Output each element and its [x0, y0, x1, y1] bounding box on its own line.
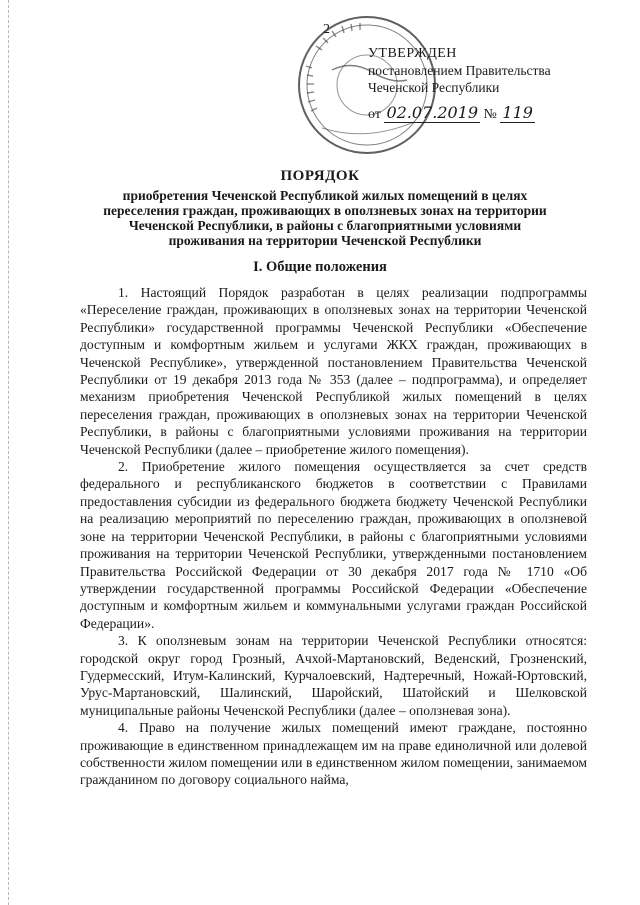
- page-number: 2: [323, 22, 330, 37]
- handwritten-date: 02.07.2019: [386, 103, 479, 122]
- paragraph-3: 3. К оползневым зонам на территории Чеченской Республики относятся: городской округ город Грозный, Ачхой-Мартановский, Веденский, Грозненский, Гудермесский, Итум-Калинский, Курчалоевский, Надтеречный, Ножай-Юртовский, Урус-Мартановский, Шалинский, Шаройский, Шатойский и Шелковской муниципальные районы Чеченской Республики (далее – оползневая зона).: [80, 633, 587, 718]
- approval-line-2: Чеченской Республики: [368, 80, 500, 95]
- document-body: [80, 284, 587, 789]
- binding-margin-line: [8, 0, 9, 905]
- number-prefix: №: [483, 107, 497, 122]
- approval-line-1: постановлением Правительства: [368, 63, 551, 78]
- handwritten-number: 119: [502, 103, 533, 122]
- approval-title: УТВЕРЖДЕН: [368, 46, 457, 61]
- paragraph-4: 4. Право на получение жилых помещений имеют граждане, постоянно проживающие в единственном принадлежащем им на праве единоличной или долевой собственности жилом помещении или в единственном жилом помещении, занимаемом гражданином по договору социального найма,: [80, 720, 587, 788]
- section-heading: I. Общие положения: [253, 259, 387, 275]
- date-prefix: от: [368, 107, 381, 122]
- paragraph-2: 2. Приобретение жилого помещения осуществляется за счет средств федерального и республиканского бюджетов в соответствии с Правилами предоставления субсидии из федерального бюджета бюджету Чеченской Республики на реализацию мероприятий по переселению граждан, проживающих в оползневой зоне на территории Чеченской Республики, в районы с благоприятными условиями проживания на территории Чеченской Республики, утвержденными постановлением Правительства Российской Федерации от 30 декабря 2017 года № 1710 «Об утверждении государственной программы Российской Федерации «Обеспечение доступным и комфортным жильем и коммунальными услугами граждан Российской Федерации».: [80, 459, 587, 631]
- approval-date-row: [368, 104, 598, 123]
- approval-block: [368, 45, 598, 123]
- document-subtitle: приобретения Чеченской Республикой жилых помещений в целях переселения граждан, проживающих в оползневых зонах на территории Чеченской Республики, в районы с благоприятными условиями проживания на территории Чеченской Республики: [103, 188, 547, 248]
- paragraph-1: 1. Настоящий Порядок разработан в целях реализации подпрограммы «Переселение граждан, проживающих в оползневых зонах на территории Чеченской Республики» государственной программы Чеченской Республики «Обеспечение доступным и комфортным жильем и услугами ЖКХ граждан, проживающих в Чеченской Республике», утвержденной постановлением Правительства Чеченской Республики от 19 декабря 2013 года № 353 (далее – подпрограмма), и определяет механизм приобретения Чеченской Республикой жилых помещений в целях переселения граждан, проживающих в оползневых зонах на территории Чеченской Республики, в районы с благоприятными условиями проживания на территории Чеченской Республики (далее – приобретение жилого помещения).: [80, 285, 587, 457]
- document-title: ПОРЯДОК: [280, 168, 360, 184]
